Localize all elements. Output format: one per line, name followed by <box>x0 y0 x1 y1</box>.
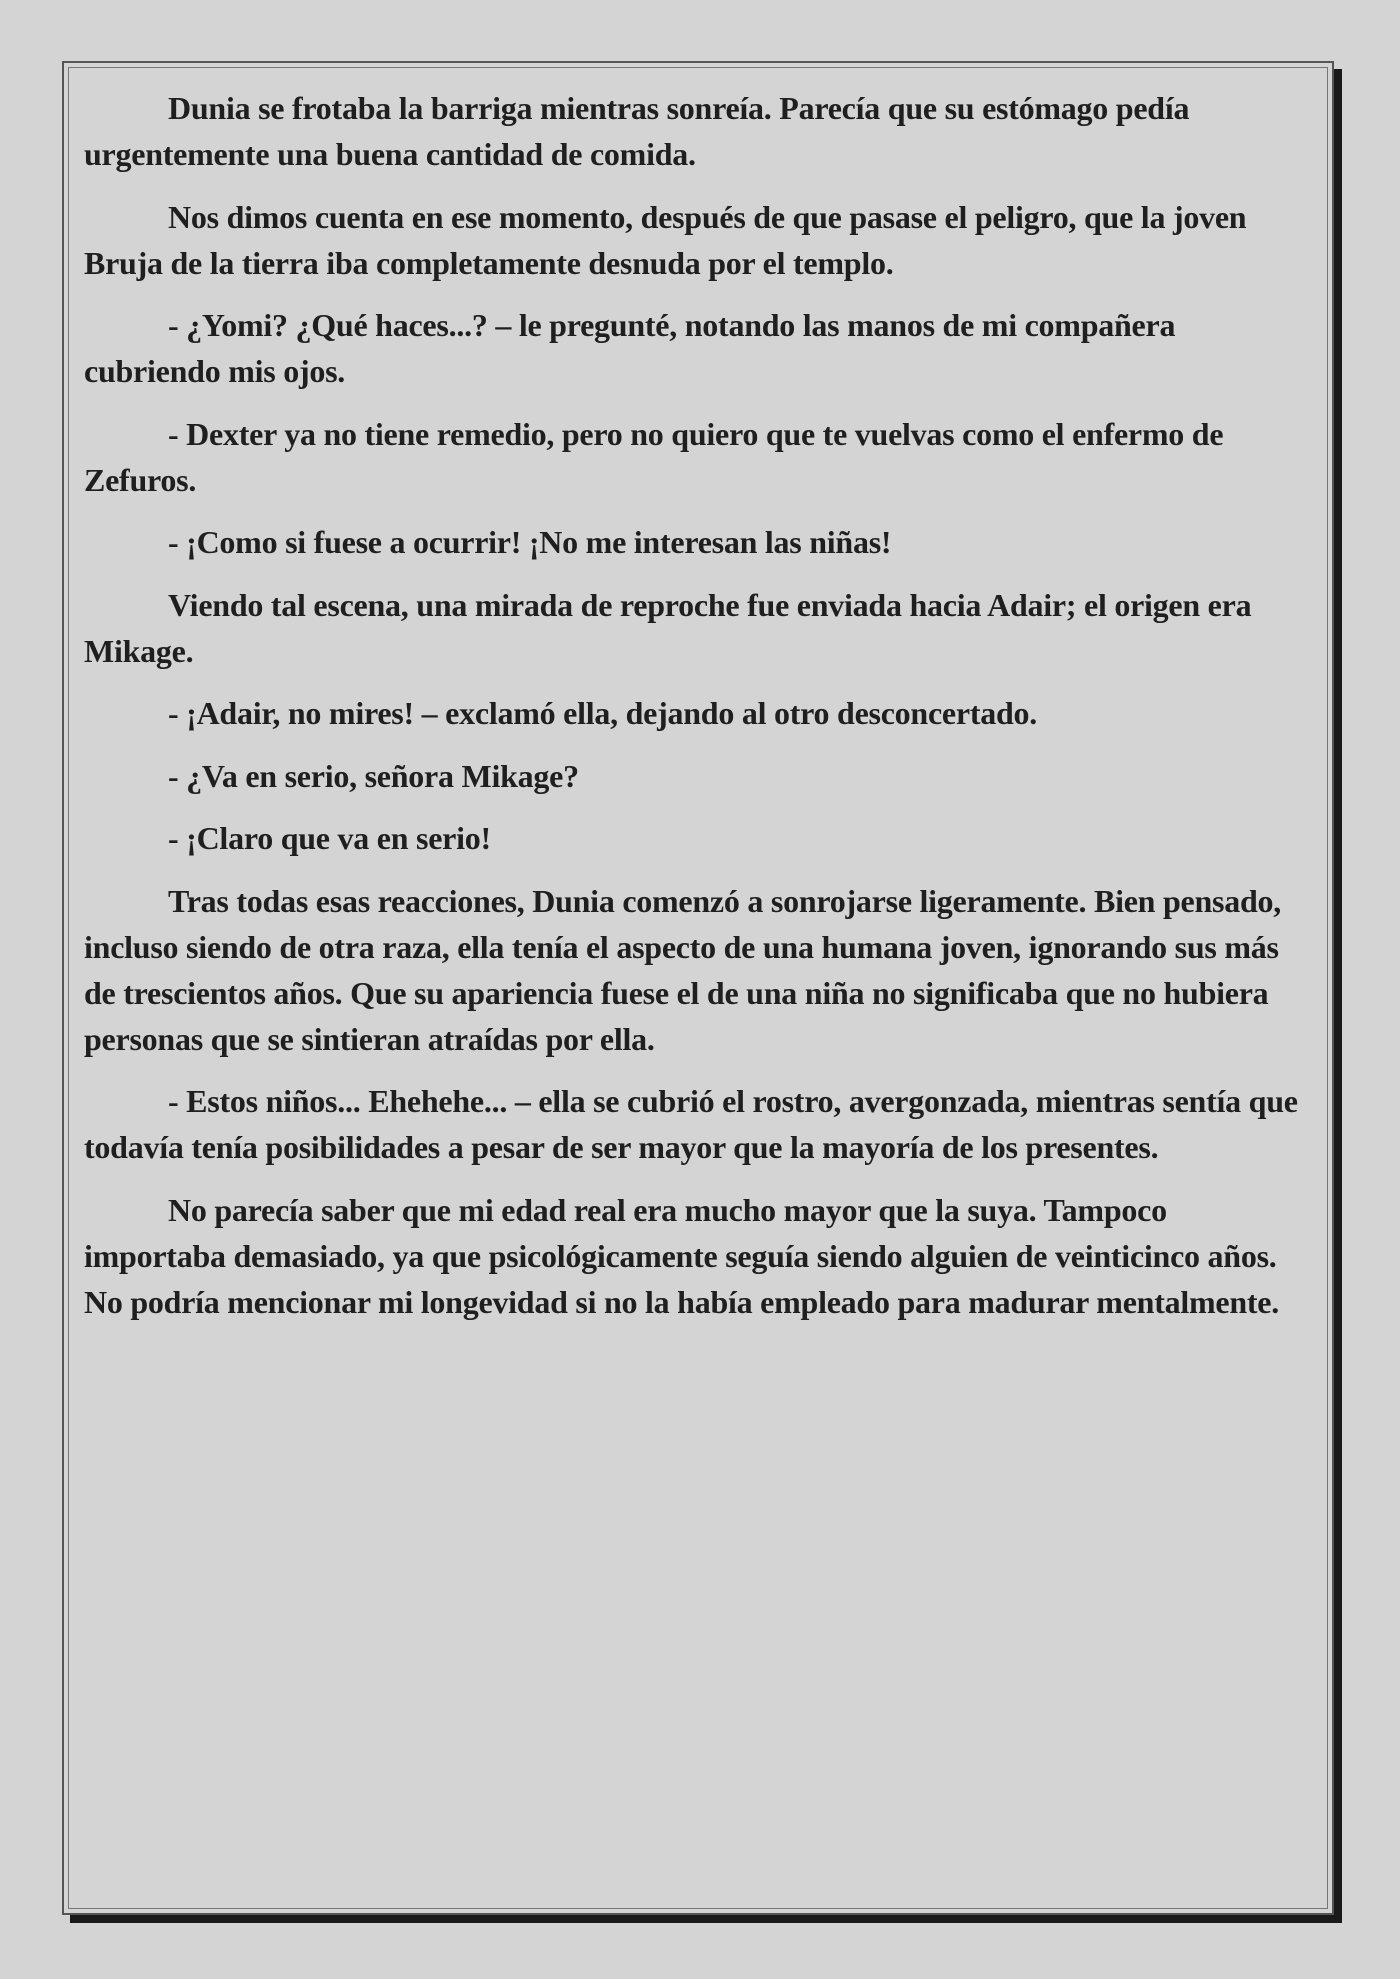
paragraph-7: - ¡Adair, no mires! – exclamó ella, dejando al otro desconcertado. <box>168 695 1038 731</box>
document-body <box>84 85 1316 1341</box>
paragraph-1: Dunia se frotaba la barriga mientras sonreía. Parecía que su estómago pedía urgentemente una buena cantidad de comida. <box>84 90 1190 172</box>
paragraph-3: - ¿Yomi? ¿Qué haces...? – le pregunté, notando las manos de mi compañera cubriendo mis ojos. <box>84 307 1176 389</box>
paragraph-5: - ¡Como si fuese a ocurrir! ¡No me interesan las niñas! <box>168 524 892 560</box>
paragraph-11: - Estos niños... Ehehehe... – ella se cubrió el rostro, avergonzada, mientras sentía que todavía tenía posibilidades a pesar de ser mayor que la mayoría de los presentes. <box>84 1083 1298 1165</box>
paragraph-4: - Dexter ya no tiene remedio, pero no quiero que te vuelvas como el enfermo de Zefuros. <box>84 415 1224 498</box>
paragraph-6: Viendo tal escena, una mirada de reproche fue enviada hacia Adair; el origen era Mikage. <box>84 586 1252 669</box>
paragraph-12: No parecía saber que mi edad real era mucho mayor que la suya. Tampoco importaba demasiado, ya que psicológicamente seguía siendo alguien de veinticinco años. No podría mencionar mi longevidad si no la había empleado para madurar mentalmente. <box>84 1191 1279 1320</box>
paragraph-10: Tras todas esas reacciones, Dunia comenzó a sonrojarse ligeramente. Bien pensado, incluso siendo de otra raza, ella tenía el aspecto de una humana joven, ignorando sus más de trescientos años. Que su apariencia fuese el de una niña no significaba que no hubiera personas que se sintieran atraídas por ella. <box>84 882 1281 1057</box>
paragraph-2: Nos dimos cuenta en ese momento, después de que pasase el peligro, que la joven Bruja de la tierra iba completamente desnuda por el templo. <box>84 198 1247 281</box>
paragraph-8: - ¿Va en serio, señora Mikage? <box>168 757 579 794</box>
paragraph-9: - ¡Claro que va en serio! <box>168 820 491 856</box>
